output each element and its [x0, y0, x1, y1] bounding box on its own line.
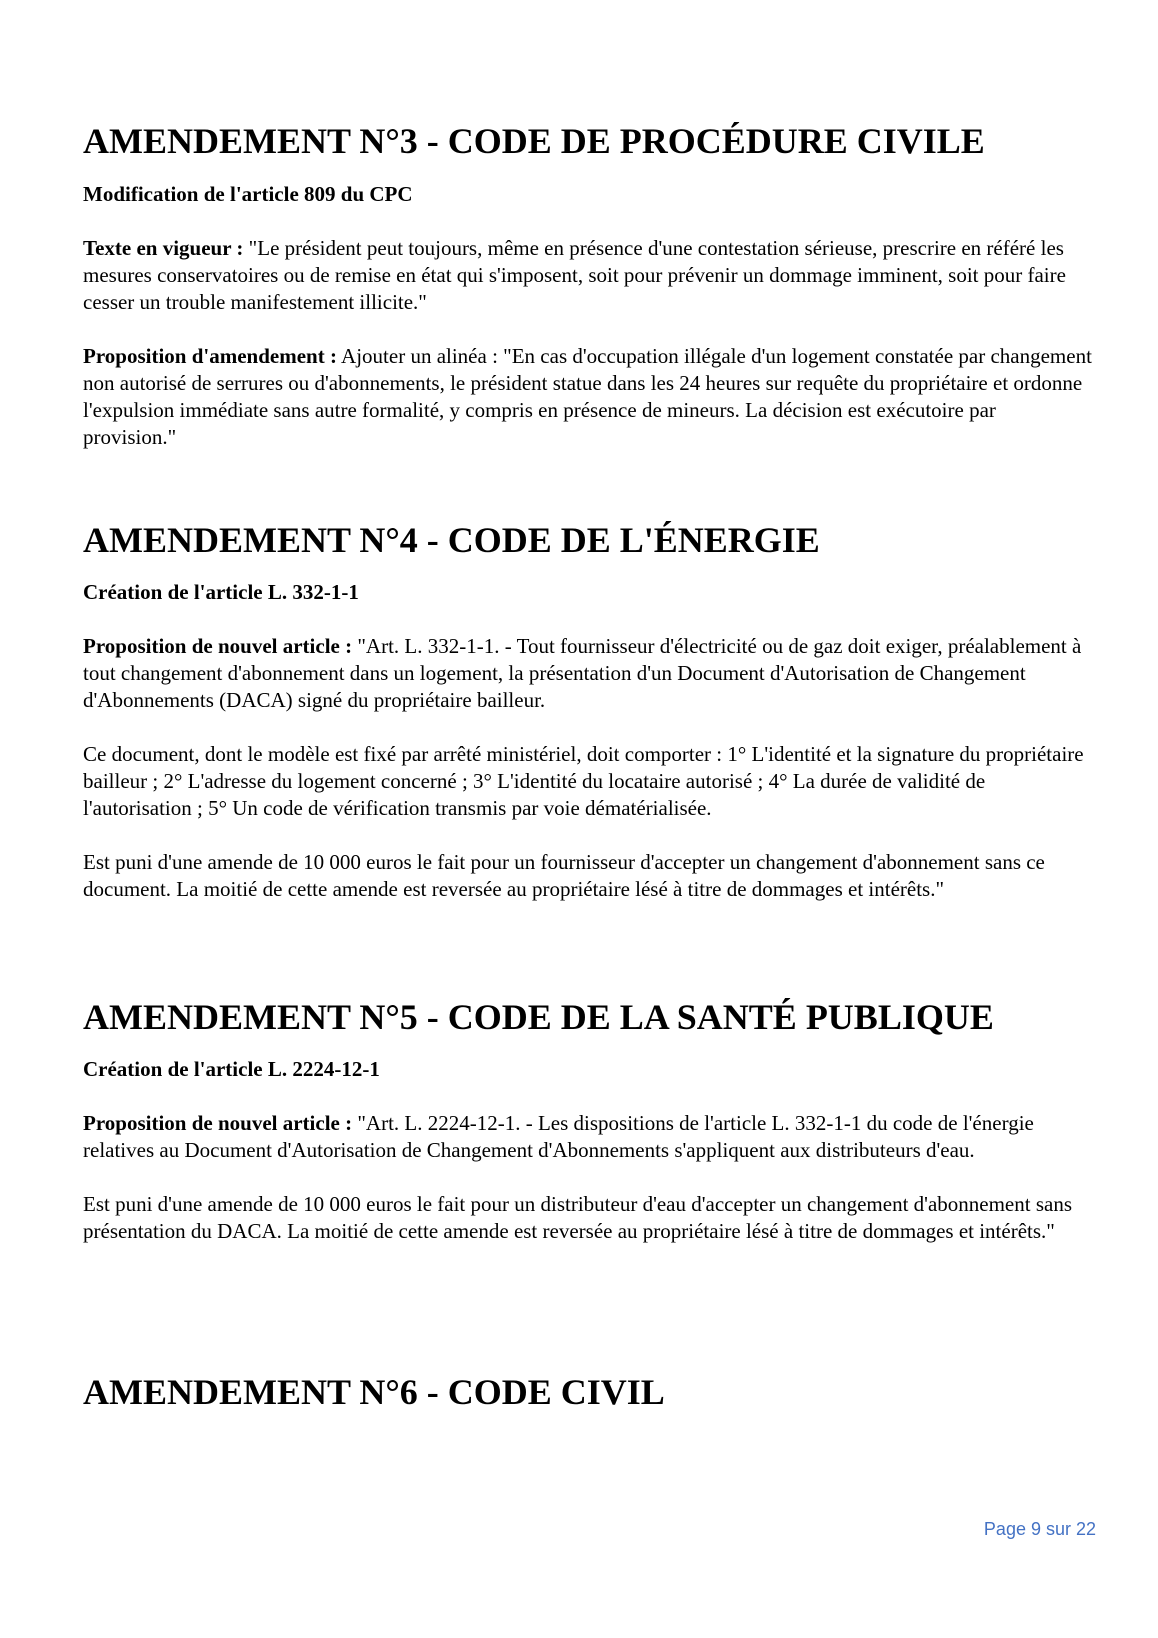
amendement-5-subtitle: Création de l'article L. 2224-12-1	[83, 1057, 380, 1081]
texte-en-vigueur-label: Texte en vigueur :	[83, 236, 244, 260]
proposition-nouvel-article-text: "Art. L. 2224-12-1. - Les dispositions de l'article L. 332-1-1 du code de l'énergie relatives au Document d'Autorisation de Changement d'Abonnements s'appliquent aux distributeurs d'eau.	[83, 1111, 1034, 1162]
proposition-amendement-text: Ajouter un alinéa : "En cas d'occupation illégale d'un logement constatée par changement non autorisé de serrures ou d'abonnements, le président statue dans les 24 heures sur requête du propriétaire et ordonne l'expulsion immédiate sans autre formalité, y compris en présence de mineurs. La décision est exécutoire par provision."	[83, 344, 1092, 449]
amendement-4-proposition	[83, 633, 1093, 714]
amendement-3-section	[83, 119, 1093, 451]
page-number: Page 9 sur 22	[983, 1519, 1096, 1539]
amendement-4-paragraph-2: Ce document, dont le modèle est fixé par arrêté ministériel, doit comporter : 1° L'identité et la signature du propriétaire bailleur ; 2° L'adresse du logement concerné ; 3° L'identité du locataire autorisé ; 4° La durée de validité de l'autorisation ; 5° Un code de vérification transmis par voie dématérialisée.	[83, 742, 1084, 820]
amendement-3-texte-en-vigueur	[83, 235, 1093, 316]
amendement-3-proposition	[83, 343, 1093, 451]
amendement-4-paragraph-3: Est puni d'une amende de 10 000 euros le fait pour un fournisseur d'accepter un changement d'abonnement sans ce document. La moitié de cette amende est reversée au propriétaire lésé à titre de dommages et intérêts."	[83, 850, 1045, 901]
proposition-amendement-label: Proposition d'amendement :	[83, 344, 337, 368]
amendement-5-title: AMENDEMENT N°5 - CODE DE LA SANTÉ PUBLIQUE	[83, 997, 994, 1037]
amendement-4-subtitle: Création de l'article L. 332-1-1	[83, 580, 359, 604]
amendement-3-title: AMENDEMENT N°3 - CODE DE PROCÉDURE CIVILE	[83, 121, 985, 161]
amendement-5-proposition	[83, 1110, 1093, 1164]
amendement-6-title: AMENDEMENT N°6 - CODE CIVIL	[83, 1372, 665, 1412]
proposition-nouvel-article-label: Proposition de nouvel article :	[83, 634, 353, 658]
amendement-3-subtitle: Modification de l'article 809 du CPC	[83, 182, 413, 206]
amendement-5-section	[83, 995, 1093, 1245]
amendement-4-section	[83, 518, 1093, 903]
amendement-6-section	[83, 1370, 1093, 1414]
proposition-nouvel-article-label: Proposition de nouvel article :	[83, 1111, 353, 1135]
proposition-nouvel-article-text: "Art. L. 332-1-1. - Tout fournisseur d'électricité ou de gaz doit exiger, préalablement à tout changement d'abonnement dans un logement, la présentation d'un Document d'Autorisation de Changement d'Abonnements (DACA) signé du propriétaire bailleur.	[83, 634, 1082, 712]
texte-en-vigueur-text: "Le président peut toujours, même en présence d'une contestation sérieuse, prescrire en référé les mesures conservatoires ou de remise en état qui s'imposent, soit pour prévenir un dommage imminent, soit pour faire cesser un trouble manifestement illicite."	[83, 236, 1066, 314]
amendement-5-paragraph-2: Est puni d'une amende de 10 000 euros le fait pour un distributeur d'eau d'accepter un changement d'abonnement sans présentation du DACA. La moitié de cette amende est reversée au propriétaire lésé à titre de dommages et intérêts."	[83, 1192, 1072, 1243]
amendement-4-title: AMENDEMENT N°4 - CODE DE L'ÉNERGIE	[83, 520, 820, 560]
